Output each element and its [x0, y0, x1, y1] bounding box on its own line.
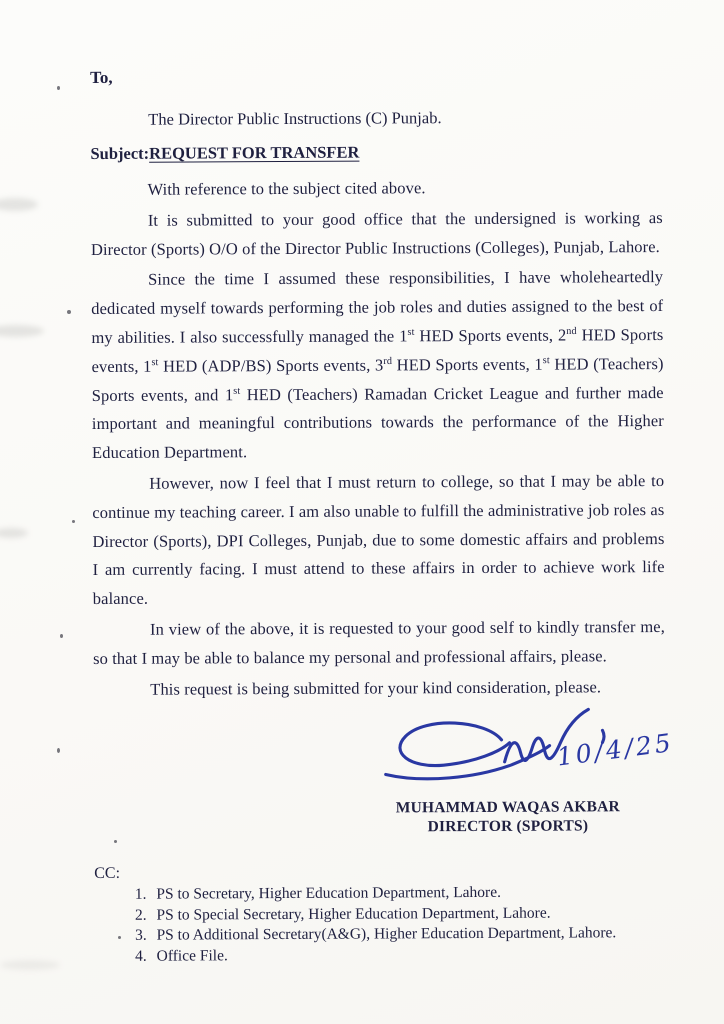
signatory-title: DIRECTOR (SPORTS) [427, 817, 589, 836]
letter-content [90, 65, 675, 967]
paragraph-reference: With reference to the subject cited above. [147, 178, 426, 199]
scan-speck [114, 840, 117, 843]
paragraph-closing: This request is being submitted for your kind consideration, please. [150, 676, 602, 699]
subject-line [90, 141, 662, 164]
salutation-to: To, [90, 67, 113, 87]
scan-speck [72, 520, 75, 523]
cc-block [94, 861, 667, 967]
scan-smudge [0, 198, 38, 211]
cc-item: 2. PS to Special Secretary, Higher Education Department, Lahore. [150, 903, 666, 926]
scan-speck [57, 86, 60, 90]
subject-text: REQUEST FOR TRANSFER [149, 142, 360, 163]
scan-speck [57, 748, 60, 753]
subject-label: Subject: [90, 143, 150, 163]
signature-date: 10/4/25 [554, 728, 675, 772]
paragraph-request: In view of the above, it is requested to your good self to kindly transfer me, so that I may be able to balance my personal and professional affairs, please. [93, 616, 665, 668]
paragraph-achievements: Since the time I assumed these responsibilities, I have wholeheartedly dedicated myself towards performing the job roles and duties assigned to the best of my abilities. I also successfully managed the 1st HED Sports events, 2nd HED Sports events, 1st HED (ADP/BS) Sports events, 3rd HED Sports events, 1st HED (Teachers) Sports events, and 1st HED (Teachers) Ramadan Cricket League and further made important and meaningful contributions towards the performance of the Higher Education Department. [91, 267, 664, 463]
cc-item: 1. PS to Secretary, Higher Education Department, Lahore. [150, 882, 666, 905]
signature-name-block [396, 798, 620, 837]
signature-area [93, 705, 675, 800]
scan-speck [67, 310, 71, 314]
paragraph-reason: However, now I feel that I must return to college, so that I may be able to continue my teaching career. I am also unable to fulfill the administrative job roles as Director (Sports), DPI Colleges, Punjab, due to some domestic affairs and problems I am currently facing. I must attend to these affairs in order to achieve work life balance. [92, 470, 665, 609]
paragraph-submission: It is submitted to your good office that the undersigned is working as Director (Sports) O/O of the Director Public Instructions (Colleges), Punjab, Lahore. [90, 207, 663, 259]
cc-item: 3. PS to Additional Secretary(A&G), Higher Education Department, Lahore. [150, 923, 666, 946]
signatory-name: MUHAMMAD WAQAS AKBAR [395, 798, 620, 817]
cc-item: 4. Office File. [151, 944, 667, 967]
scan-smudge [0, 960, 60, 970]
scan-smudge [0, 528, 28, 538]
cc-label: CC: [94, 865, 121, 883]
scan-speck [60, 634, 63, 638]
cc-list [94, 882, 666, 967]
scan-speck [118, 936, 121, 939]
addressee-line: The Director Public Instructions (C) Punjab. [148, 108, 442, 129]
scan-smudge [0, 325, 44, 337]
